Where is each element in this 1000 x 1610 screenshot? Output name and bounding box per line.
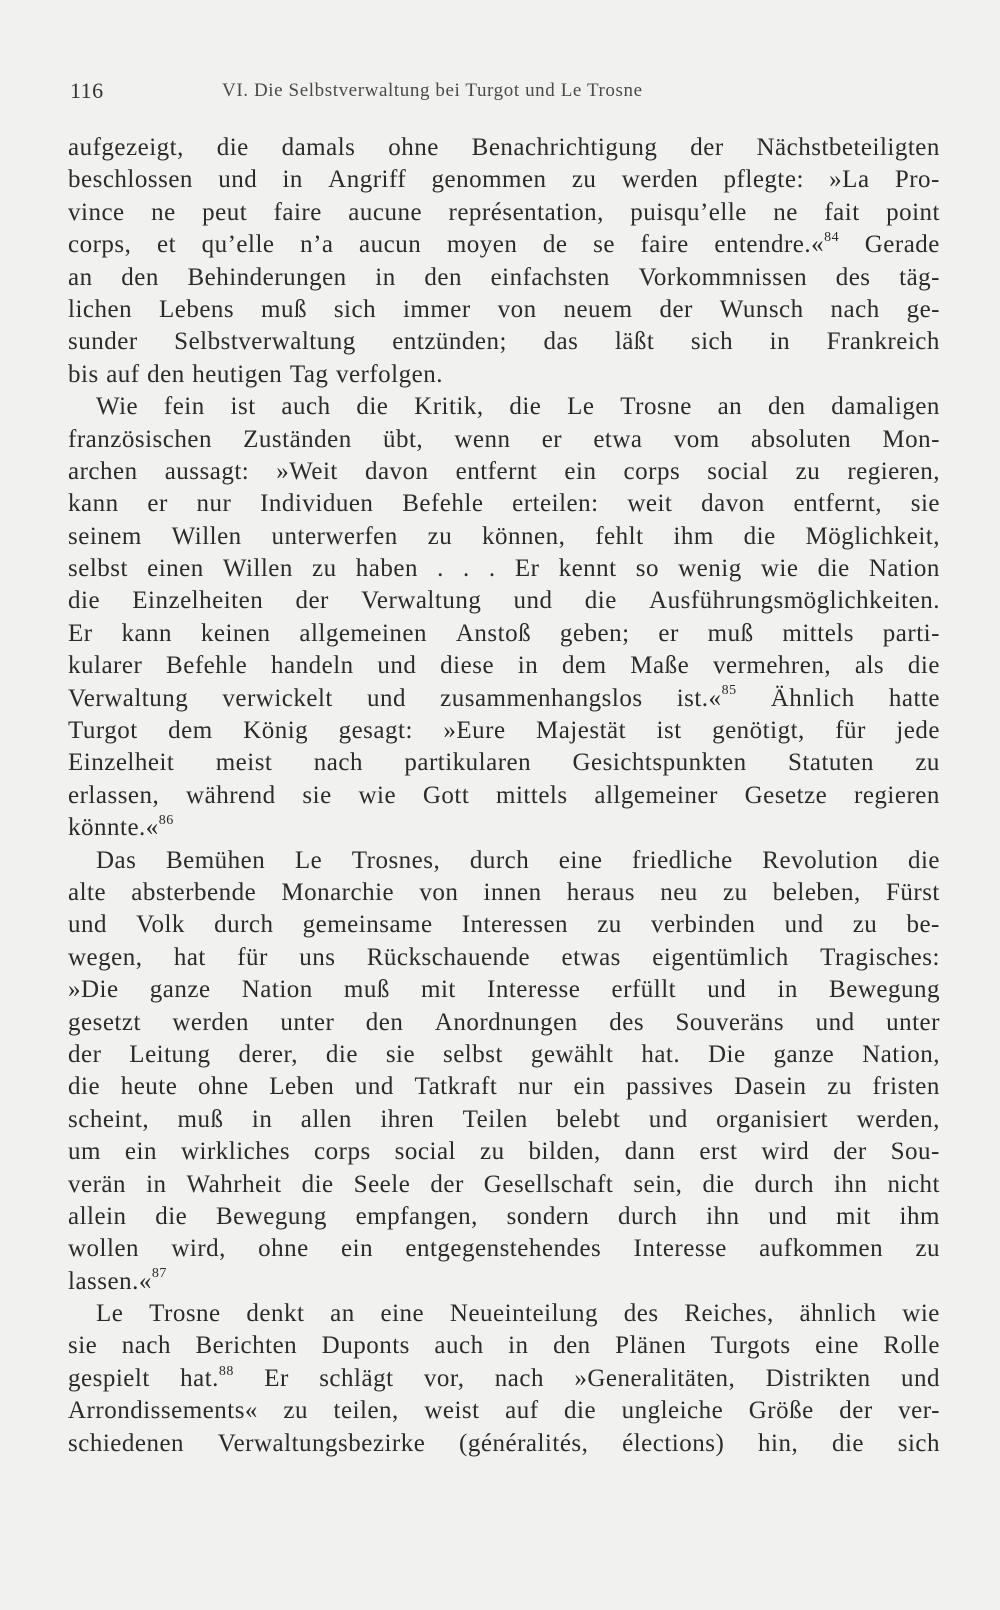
text-line: und Volk durch gemeinsame Interessen zu verbinden und zu be-	[68, 911, 940, 939]
text-line: gesetzt werden unter den Anordnungen des Souveräns und unter	[68, 1008, 940, 1036]
text-line: corps, et qu’elle n’a aucun moyen de se faire entendre.«$^{84}$ Gerade	[68, 229, 940, 259]
text-line: vince ne peut faire aucune représentation, puisqu’elle ne fait point	[68, 198, 940, 226]
text-line: die Einzelheiten der Verwaltung und die Ausführungsmöglichkeiten.	[68, 587, 940, 615]
text-line: scheint, muß in allen ihren Teilen belebt und organisiert werden,	[68, 1105, 940, 1133]
text-line: lichen Lebens muß sich immer von neuem der Wunsch nach ge-	[68, 295, 940, 323]
running-head	[70, 74, 938, 110]
text-line: erlassen, während sie wie Gott mittels allgemeiner Gesetze regieren	[68, 781, 940, 809]
text-line: französischen Zuständen übt, wenn er etwa vom absoluten Mon-	[68, 425, 940, 453]
text-line: Das Bemühen Le Trosnes, durch eine friedliche Revolution die	[96, 846, 940, 874]
text-line: sunder Selbstverwaltung entzünden; das läßt sich in Frankreich	[68, 328, 940, 356]
page-number: 116	[70, 78, 104, 103]
text-line: Wie fein ist auch die Kritik, die Le Trosne an den damaligen	[96, 393, 940, 421]
body-text	[68, 132, 940, 1460]
text-line: kularer Befehle handeln und diese in dem Maße vermehren, als die	[68, 652, 940, 680]
text-line: könnte.«$^{86}$	[68, 812, 174, 842]
text-line: an den Behinderungen in den einfachsten Vorkommnissen des täg-	[68, 263, 940, 291]
text-line: alte absterbende Monarchie von innen heraus neu zu beleben, Fürst	[68, 878, 940, 906]
text-line: allein die Bewegung empfangen, sondern durch ihn und mit ihm	[68, 1202, 940, 1230]
text-line: Arrondissements« zu teilen, weist auf die ungleiche Größe der ver-	[68, 1397, 940, 1425]
text-line: schiedenen Verwaltungsbezirke (généralités, élections) hin, die sich	[68, 1429, 940, 1457]
text-line: Er kann keinen allgemeinen Anstoß geben; er muß mittels parti-	[68, 619, 940, 647]
text-line: gespielt hat.$^{88}$ Er schlägt vor, nach »Generalitäten, Distrikten und	[68, 1363, 940, 1392]
text-line: Le Trosne denkt an eine Neueinteilung des Reiches, ähnlich wie	[96, 1300, 940, 1328]
text-line: kann er nur Individuen Befehle erteilen: weit davon entfernt, sie	[68, 490, 940, 518]
text-line: selbst einen Willen zu haben . . . Er kennt so wenig wie die Nation	[68, 555, 940, 583]
text-line: beschlossen und in Angriff genommen zu werden pflegte: »La Pro-	[68, 166, 940, 194]
text-line: der Leitung derer, die sie selbst gewählt hat. Die ganze Nation,	[68, 1040, 940, 1068]
text-line: wegen, hat für uns Rückschauende etwas eigentümlich Tragisches:	[68, 943, 940, 971]
text-line: »Die ganze Nation muß mit Interesse erfüllt und in Bewegung	[68, 976, 940, 1004]
text-line: wollen wird, ohne ein entgegenstehendes Interesse aufkommen zu	[68, 1235, 940, 1263]
text-line: verän in Wahrheit die Seele der Gesellschaft sein, die durch ihn nicht	[68, 1170, 940, 1198]
text-line: aufgezeigt, die damals ohne Benachrichtigung der Nächstbeteiligten	[68, 134, 940, 161]
text-line: bis auf den heutigen Tag verfolgen.	[68, 360, 443, 388]
text-line: sie nach Berichten Duponts auch in den Plänen Turgots eine Rolle	[68, 1332, 940, 1360]
text-line: seinem Willen unterwerfen zu können, fehlt ihm die Möglichkeit,	[68, 522, 940, 550]
text-line: lassen.«$^{87}$	[68, 1266, 167, 1295]
text-line: Turgot dem König gesagt: »Eure Majestät ist genötigt, für jede	[68, 717, 940, 745]
text-line: um ein wirkliches corps social zu bilden, dann erst wird der Sou-	[68, 1138, 940, 1166]
text-line: archen aussagt: »Weit davon entfernt ein corps social zu regieren,	[68, 457, 940, 485]
text-line: die heute ohne Leben und Tatkraft nur ein passives Dasein zu fristen	[68, 1073, 940, 1101]
text-line: Verwaltung verwickelt und zusammenhangslos ist.«$^{85}$ Ähnlich hatte	[68, 683, 940, 712]
text-line: Einzelheit meist nach partikularen Gesichtspunkten Statuten zu	[68, 749, 940, 777]
chapter-title: VI. Die Selbstverwaltung bei Turgot und Le Trosne	[222, 80, 643, 101]
